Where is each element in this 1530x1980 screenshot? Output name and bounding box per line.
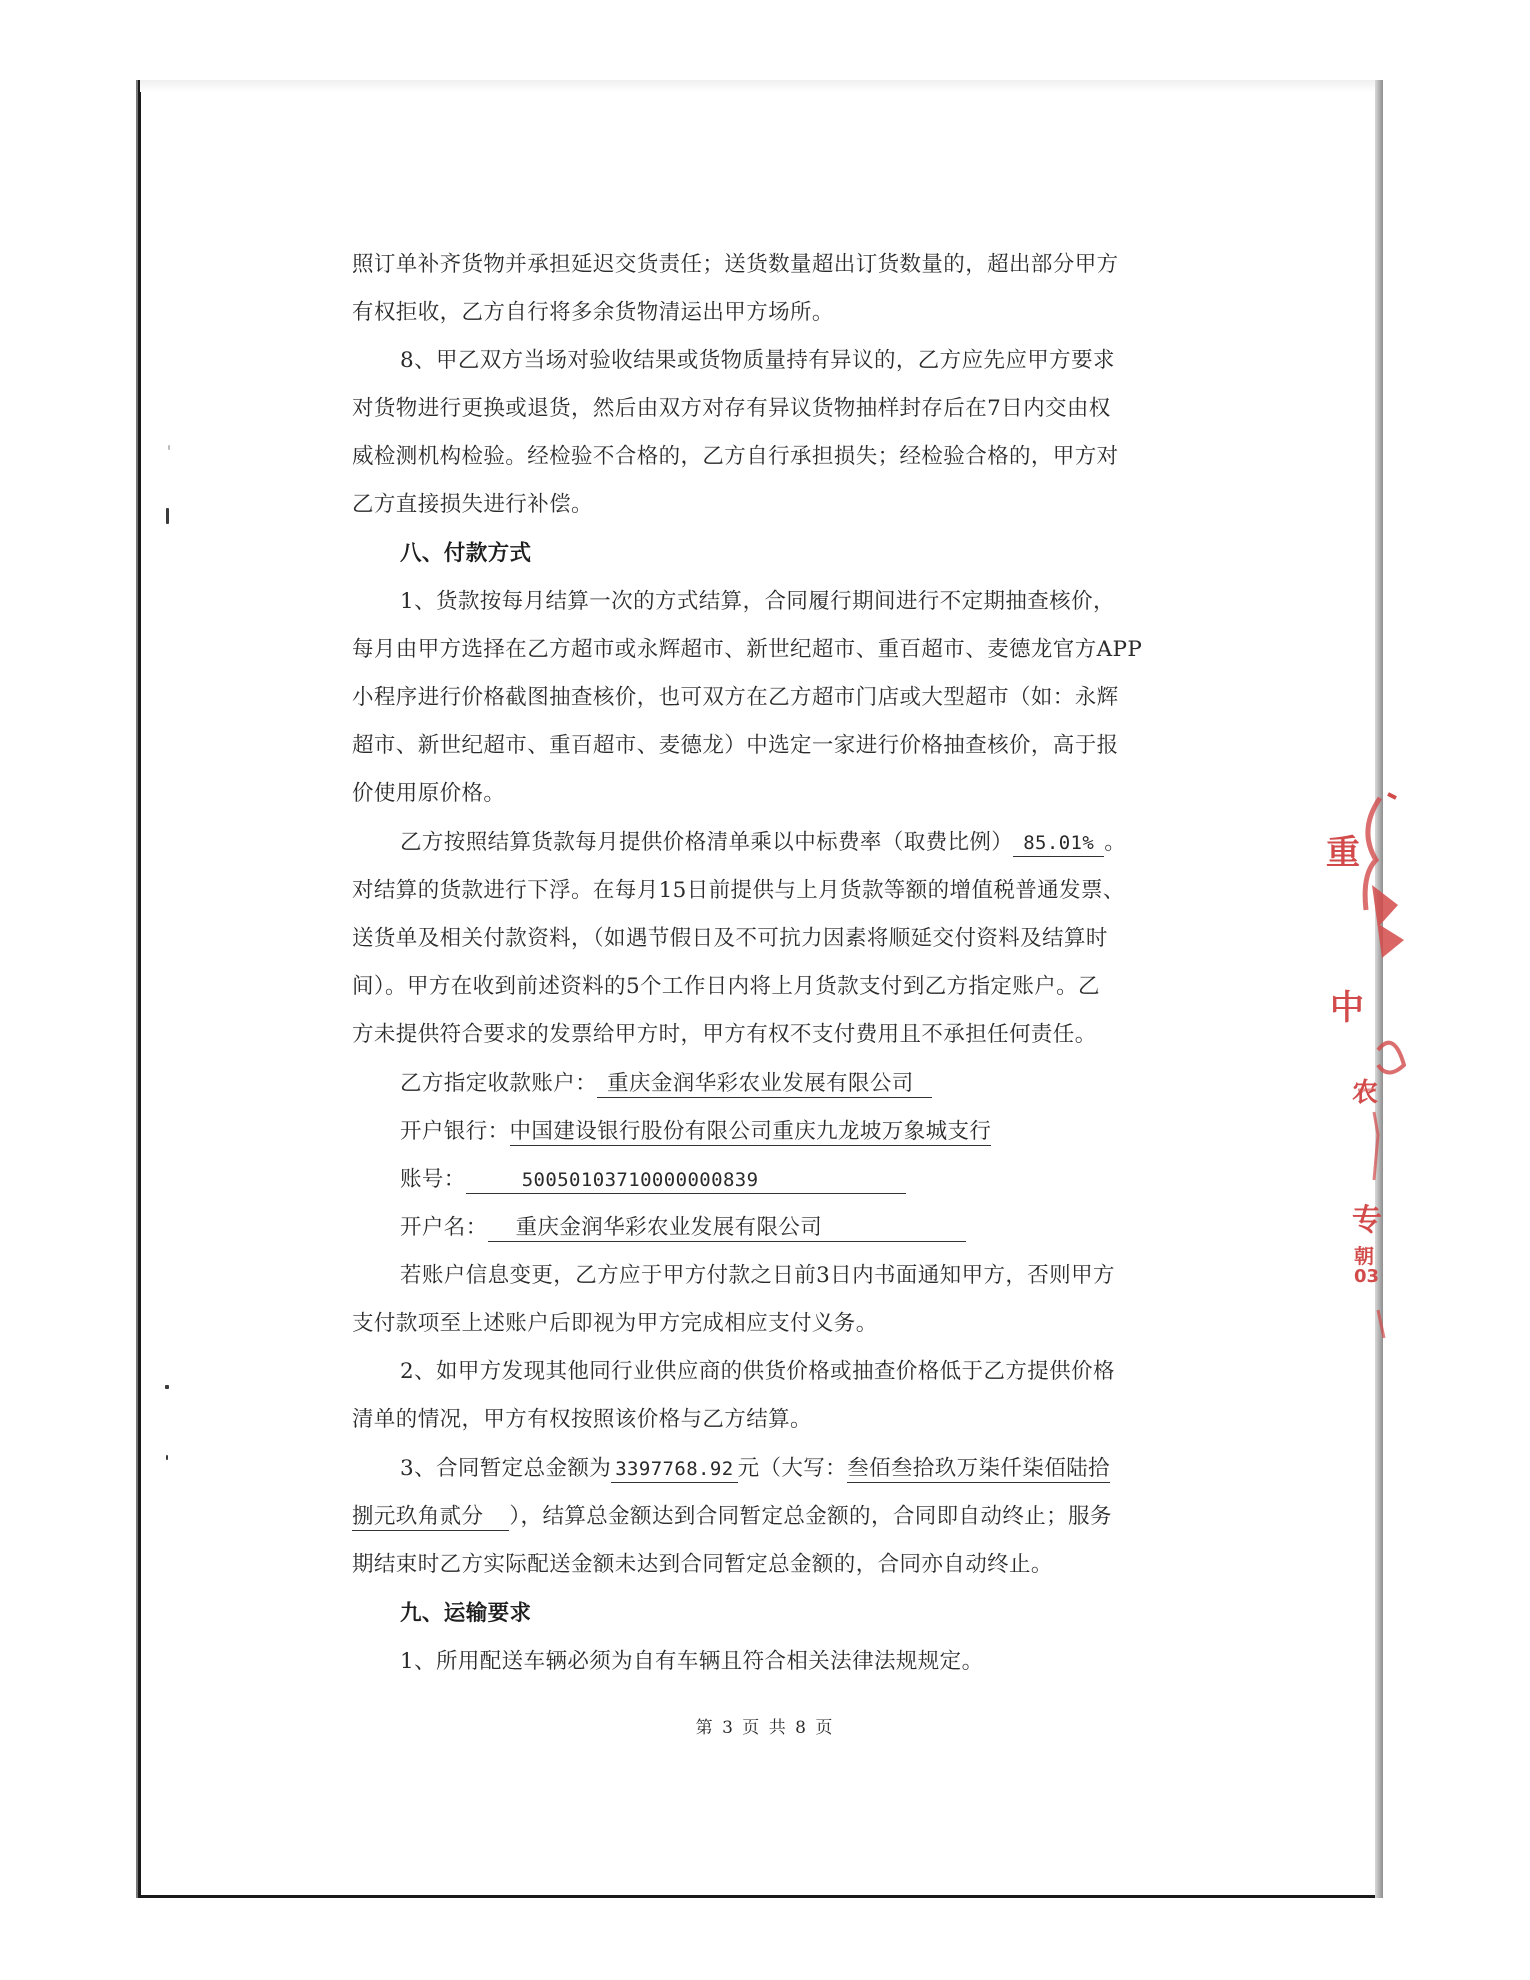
clause-3-text: ），结算总金额达到合同暂定总金额的，合同即自动终止；服务	[509, 1504, 1112, 1529]
scan-speck	[166, 1455, 168, 1460]
amount-words-part2: 捌元玖角贰分	[352, 1504, 509, 1531]
clause-1-line: 1、货款按每月结算一次的方式结算，合同履行期间进行不定期抽查核价，	[400, 589, 1115, 614]
account-value: 重庆金润华彩农业发展有限公司	[597, 1071, 932, 1098]
red-seal-stamp	[1318, 790, 1458, 1350]
body-line: 有权拒收，乙方自行将多余货物清运出甲方场所。	[352, 300, 834, 325]
transport-clause-1: 1、所用配送车辆必须为自有车辆且符合相关法律法规规定。	[400, 1649, 984, 1674]
seal-char: 专	[1352, 1203, 1382, 1238]
seal-char: 重	[1326, 833, 1360, 873]
rate-label: 乙方按照结算货款每月提供价格清单乘以中标费率（取费比例）	[400, 830, 1014, 855]
body-line: 每月由甲方选择在乙方超市或永辉超市、新世纪超市、重百超市、麦德龙官方APP	[352, 637, 1143, 662]
sheet-top-shade	[140, 80, 1380, 92]
scan-speck	[166, 508, 169, 524]
account-name-line	[400, 1213, 966, 1243]
scan-speck	[165, 1385, 169, 1389]
body-line: 威检测机构检验。经检验不合格的，乙方自行承担损失；经检验合格的，甲方对	[352, 444, 1119, 469]
account-line	[400, 1069, 932, 1099]
seal-outline	[1318, 790, 1458, 1350]
page-footer: 第 3 页 共 8 页	[695, 1718, 835, 1738]
seal-char: 朝	[1354, 1244, 1374, 1268]
body-line: 间）。甲方在收到前述资料的5个工作日内将上月货款支付到乙方指定账户。乙	[352, 974, 1100, 999]
clause-3-line-2	[352, 1502, 1112, 1532]
body-line: 超市、新世纪超市、重百超市、麦德龙）中选定一家进行价格抽查核价，高于报	[352, 733, 1119, 758]
seal-char: 03	[1354, 1266, 1380, 1287]
body-line: 送货单及相关付款资料，（如遇节假日及不可抗力因素将顺延交付资料及结算时	[352, 926, 1108, 951]
account-name-value: 重庆金润华彩农业发展有限公司	[488, 1215, 966, 1242]
amount-label: 3、合同暂定总金额为	[400, 1456, 612, 1481]
body-line: 小程序进行价格截图抽查核价，也可双方在乙方超市门店或大型超市（如：永辉	[352, 685, 1119, 710]
body-line: 期结束时乙方实际配送金额未达到合同暂定总金额的，合同亦自动终止。	[352, 1552, 1053, 1577]
scan-speck	[168, 445, 170, 450]
section-heading-payment: 八、付款方式	[400, 541, 532, 566]
body-line: 价使用原价格。	[352, 781, 506, 806]
account-number-value: 50050103710000000839	[466, 1167, 906, 1194]
body-line: 照订单补齐货物并承担延迟交货责任；送货数量超出订货数量的，超出部分甲方	[352, 252, 1119, 277]
body-line: 支付款项至上述账户后即视为甲方完成相应支付义务。	[352, 1311, 878, 1336]
section-heading-transport: 九、运输要求	[400, 1601, 532, 1626]
account-number-line	[400, 1165, 906, 1195]
clause-8-line: 8、甲乙双方当场对验收结果或货物质量持有异议的，乙方应先应甲方要求	[400, 348, 1115, 373]
amount-value: 3397768.92	[611, 1456, 737, 1483]
amount-words-label: 元（大写：	[737, 1456, 848, 1481]
rate-value: 85.01%	[1013, 830, 1104, 857]
bank-value: 中国建设银行股份有限公司重庆九龙坡万象城支行	[509, 1119, 992, 1144]
seal-char: 农	[1352, 1078, 1379, 1108]
bank-label: 开户银行：	[400, 1119, 510, 1144]
body-line: 清单的情况，甲方有权按照该价格与乙方结算。	[352, 1407, 812, 1432]
body-line: 方未提供符合要求的发票给甲方时，甲方有权不支付费用且不承担任何责任。	[352, 1022, 1097, 1047]
body-line: 对结算的货款进行下浮。在每月15日前提供与上月货款等额的增值税普通发票、	[352, 878, 1125, 903]
account-label: 乙方指定收款账户：	[400, 1071, 598, 1096]
clause-3-line	[400, 1454, 1110, 1484]
bank-line	[400, 1117, 991, 1147]
account-name-label: 开户名：	[400, 1215, 488, 1240]
amount-words-part1: 叁佰叁拾玖万柒仟柒佰陆拾	[847, 1456, 1110, 1481]
body-line: 对货物进行更换或退货，然后由双方对存有异议货物抽样封存后在7日内交由权	[352, 396, 1111, 421]
account-number-label: 账号：	[400, 1167, 466, 1192]
clause-2-line: 2、如甲方发现其他同行业供应商的供货价格或抽查价格低于乙方提供价格	[400, 1359, 1115, 1384]
body-line: 若账户信息变更，乙方应于甲方付款之日前3日内书面通知甲方，否则甲方	[400, 1263, 1115, 1288]
seal-char: 中	[1330, 988, 1364, 1028]
rate-tail: 。	[1104, 830, 1127, 855]
rate-line	[400, 828, 1126, 858]
body-line: 乙方直接损失进行补偿。	[352, 492, 593, 517]
